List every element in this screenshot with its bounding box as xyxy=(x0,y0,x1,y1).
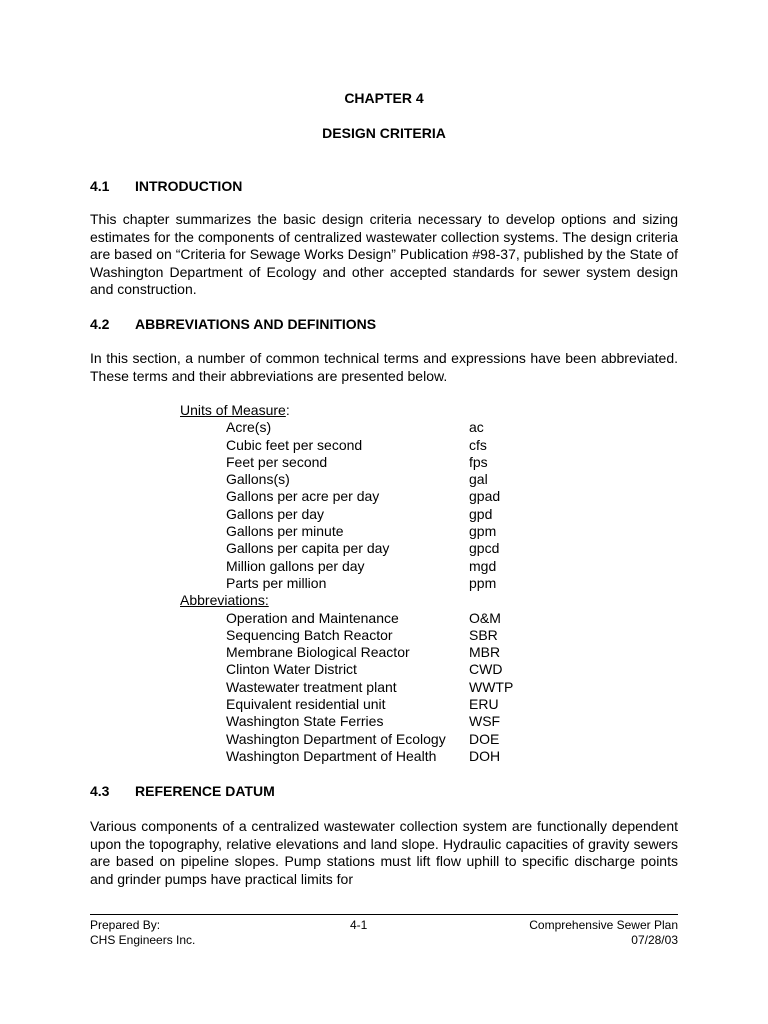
section-4-2-heading xyxy=(90,316,376,332)
definition-term: Gallons per capita per day xyxy=(226,540,390,557)
definitions-list xyxy=(180,402,600,765)
definition-term: Feet per second xyxy=(226,453,328,470)
definition-term: Operation and Maintenance xyxy=(226,609,399,626)
units-of-measure-group-label xyxy=(180,402,600,419)
definition-term: Washington Department of Health xyxy=(226,747,437,764)
section-title: REFERENCE DATUM xyxy=(135,783,275,799)
abbreviations-group-label xyxy=(180,592,600,609)
footer-company: CHS Engineers Inc. xyxy=(90,933,196,947)
definition-row xyxy=(180,679,600,696)
definition-abbreviation: CWD xyxy=(469,661,503,678)
introduction-paragraph: This chapter summarizes the basic design criteria necessary to develop options and sizing estimates for the components of centralized wastewater collection systems. The design criteria are based on “Criteria for Sewage Works Design” Publication #98-37, published by the State of Washington Department of Ecology and other accepted standards for sewer system design and construction. xyxy=(90,211,678,297)
definition-abbreviation: ac xyxy=(469,419,484,436)
definition-term: Acre(s) xyxy=(226,419,272,436)
definition-row xyxy=(180,488,600,505)
definition-term: Gallons per acre per day xyxy=(226,488,380,505)
definition-row xyxy=(180,437,600,454)
definition-abbreviation: cfs xyxy=(469,436,487,453)
section-4-3-heading xyxy=(90,783,275,799)
reference-datum-paragraph: Various components of a centralized wastewater collection system are functionally dependent upon the topography, relative elevations and land slope. Hydraulic capacities of gravity sewers are based on pipeline slopes. Pump stations must lift flow uphill to specific discharge points and grinder pumps have practical limits for xyxy=(90,818,678,887)
definition-row xyxy=(180,523,600,540)
footer-divider xyxy=(90,914,678,915)
definition-abbreviation: MBR xyxy=(469,644,501,661)
definition-term: Sequencing Batch Reactor xyxy=(226,626,393,643)
footer-prepared-by: Prepared By: xyxy=(90,918,161,932)
definition-row xyxy=(180,661,600,678)
footer-date: 07/28/03 xyxy=(631,933,678,947)
definition-row xyxy=(180,644,600,661)
definition-abbreviation: WWTP xyxy=(469,678,514,695)
abbreviations-list xyxy=(180,610,600,766)
definition-abbreviation: gpm xyxy=(469,523,497,540)
definition-term: Gallons(s) xyxy=(226,471,290,488)
definition-term: Gallons per day xyxy=(226,505,325,522)
definition-abbreviation: fps xyxy=(469,453,488,470)
definition-row xyxy=(180,731,600,748)
abbreviations-intro-paragraph: In this section, a number of common technical terms and expressions have been abbreviated. These terms and their abbreviations are presented below. xyxy=(90,350,678,384)
definition-row xyxy=(180,713,600,730)
definition-abbreviation: gpad xyxy=(469,488,501,505)
footer-plan-name: Comprehensive Sewer Plan xyxy=(529,918,678,932)
definition-row xyxy=(180,575,600,592)
definition-row xyxy=(180,627,600,644)
definition-row xyxy=(180,454,600,471)
definition-row xyxy=(180,540,600,557)
definition-term: Washington Department of Ecology xyxy=(226,730,446,747)
section-4-1-heading xyxy=(90,178,242,194)
section-title: ABBREVIATIONS AND DEFINITIONS xyxy=(135,316,377,332)
section-number: 4.1 xyxy=(90,178,110,194)
definition-abbreviation: mgd xyxy=(469,557,497,574)
chapter-number: CHAPTER 4 xyxy=(344,90,424,106)
abbreviations-label: Abbreviations: xyxy=(180,592,269,609)
definition-term: Wastewater treatment plant xyxy=(226,678,397,695)
definition-row xyxy=(180,696,600,713)
units-label-colon: : xyxy=(285,402,290,418)
definition-term: Cubic feet per second xyxy=(226,436,363,453)
definition-row xyxy=(180,558,600,575)
units-label: Units of Measure xyxy=(180,402,286,418)
chapter-title: DESIGN CRITERIA xyxy=(322,125,446,141)
definition-abbreviation: DOH xyxy=(469,747,501,764)
definition-term: Parts per million xyxy=(226,574,327,591)
definition-abbreviation: gal xyxy=(469,471,488,488)
definition-abbreviation: ppm xyxy=(469,574,497,591)
definition-abbreviation: DOE xyxy=(469,730,500,747)
definition-abbreviation: gpd xyxy=(469,505,493,522)
definition-abbreviation: WSF xyxy=(469,713,501,730)
section-title: INTRODUCTION xyxy=(135,178,243,194)
definition-term: Membrane Biological Reactor xyxy=(226,644,410,661)
definition-abbreviation: ERU xyxy=(469,696,499,713)
definition-term: Clinton Water District xyxy=(226,661,357,678)
definition-abbreviation: O&M xyxy=(469,609,501,626)
footer-page-number: 4-1 xyxy=(350,918,368,932)
definition-row xyxy=(180,610,600,627)
definition-term: Gallons per minute xyxy=(226,523,344,540)
definition-term: Equivalent residential unit xyxy=(226,696,386,713)
definition-row xyxy=(180,506,600,523)
section-number: 4.3 xyxy=(90,783,110,799)
definition-row xyxy=(180,471,600,488)
units-list xyxy=(180,419,600,592)
definition-term: Million gallons per day xyxy=(226,557,365,574)
definition-term: Washington State Ferries xyxy=(226,713,384,730)
definition-row xyxy=(180,419,600,436)
definition-row xyxy=(180,748,600,765)
definition-abbreviation: SBR xyxy=(469,626,498,643)
definition-abbreviation: gpcd xyxy=(469,540,500,557)
section-number: 4.2 xyxy=(90,316,110,332)
